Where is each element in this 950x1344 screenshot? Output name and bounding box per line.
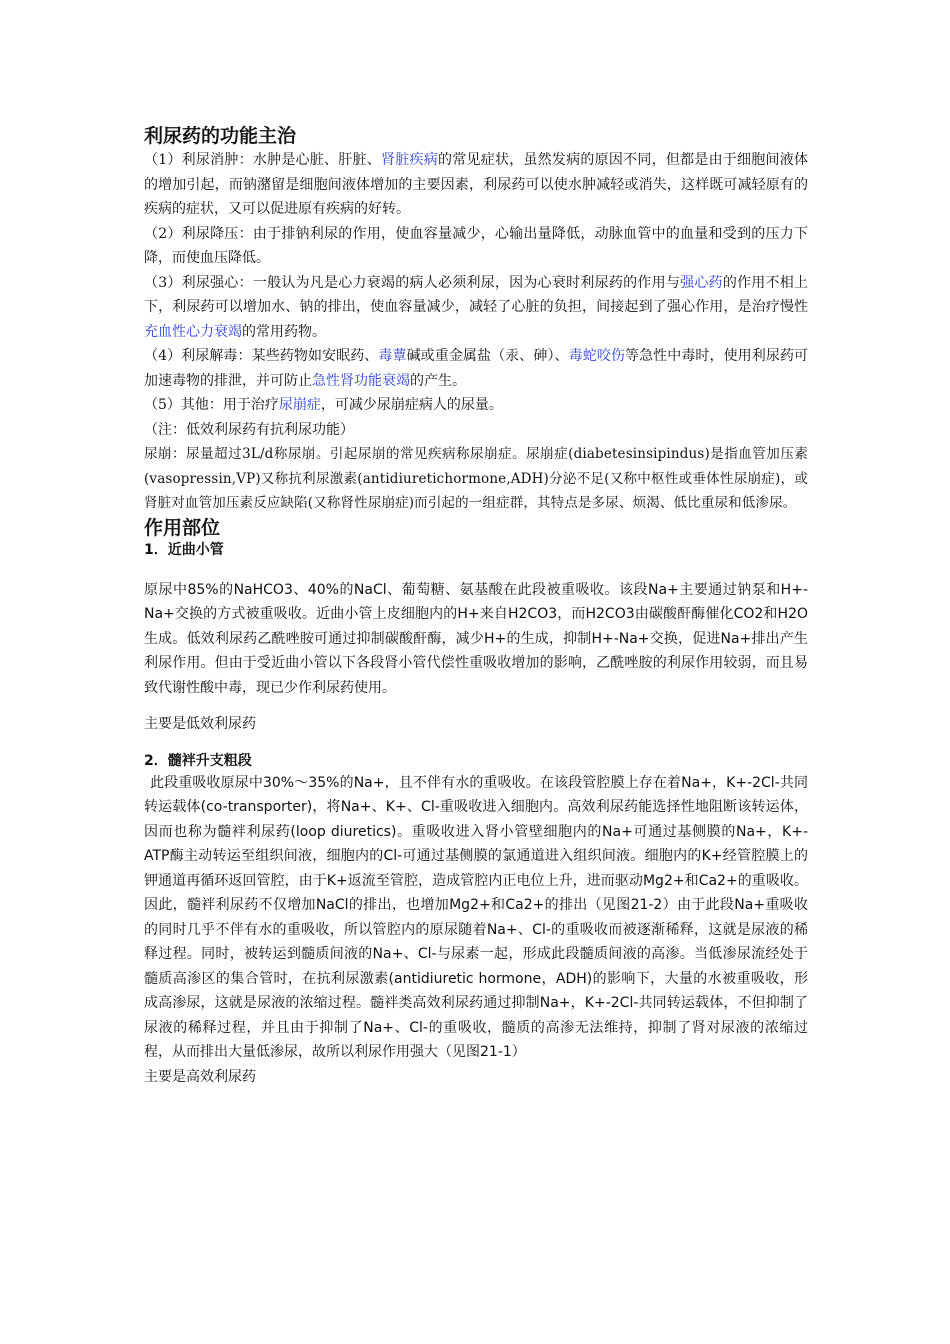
subsection-title-proximal: 1．近曲小管: [144, 541, 224, 558]
link-heart-failure[interactable]: 充血性心力衰竭: [144, 323, 242, 340]
link-muscarine[interactable]: 毒蕈: [378, 348, 407, 364]
paragraph-diuresis-cardiac: （3）利尿强心：一般认为凡是心力衰竭的病人必须利尿，因为心衰时利尿药的作用与强心药的作用不相上下，利尿药可以增加水、钠的排出，使血容量减少，减轻了心脏的负担，间接起到了强心作用，是治疗慢性充血性心力衰竭的常用药物。: [144, 274, 809, 340]
document-page: [144, 0, 808, 1089]
section-title-site: 作用部位: [144, 516, 221, 539]
subsection-title-loop: 2．髓袢升支粗段: [144, 752, 252, 769]
link-renal-failure[interactable]: 急性肾功能衰竭: [312, 372, 410, 389]
paragraph-proximal: 原尿中85%的NaHCO3、40%的NaCl、葡萄糖、氨基酸在此段被重吸收。该段Na+主要通过钠泵和H+-Na+交换的方式被重吸收。近曲小管上皮细胞内的H+来自H2CO3，而H2CO3由碳酸酐酶催化CO2和H2O生成。低效利尿药乙酰唑胺可通过抑制碳酸酐酶，减少H+的生成，抑制H+-Na+交换，促进Na+排出产生利尿作用。但由于受近曲小管以下各段肾小管代偿性重吸收增加的影响，乙酰唑胺的利尿作用较弱，而且易致代谢性酸中毒，现已少作利尿药使用。: [144, 581, 808, 696]
summary-high-efficacy: 主要是高效利尿药: [144, 1068, 256, 1085]
paragraph-note: （注：低效利尿药有抗利尿功能）: [144, 421, 354, 438]
paragraph-diuresis-edema: （1）利尿消肿：水肿是心脏、肝脏、肾脏疾病的常见症状，虽然发病的原因不同，但都是由于细胞间液体的增加引起，而钠潴留是细胞间液体增加的主要因素，利尿药可以使水肿减轻或消失，这样既可减轻原有的疾病的症状，又可以促进原有疾病的好转。: [144, 152, 809, 217]
paragraph-other: （5）其他：用于治疗尿崩症，可减少尿崩症病人的尿量。: [144, 397, 503, 413]
link-cardiotonic[interactable]: 强心药: [680, 274, 723, 291]
summary-low-efficacy: 主要是低效利尿药: [144, 716, 256, 732]
paragraph-diuresis-detox: （4）利尿解毒：某些药物如安眠药、毒蕈碱或重金属盐（汞、砷）、毒蛇咬伤等急性中毒时，使用利尿药可加速毒物的排泄，并可防止急性肾功能衰竭的产生。: [144, 348, 809, 389]
link-diabetes-insipidus[interactable]: 尿崩症: [278, 397, 321, 413]
paragraph-loop: 此段重吸收原尿中30%～35%的Na+，且不伴有水的重吸收。在该段管腔膜上存在着Na+，K+-2Cl-共同转运载体(co-transporter)，将Na+、K+、Cl-重吸收进入细胞内。高效利尿药能选择性地阻断该转运体，因而也称为髓袢利尿药(loop diuretics)。重吸收进入肾小管壁细胞内的Na+可通过基侧膜的Na+，K+-ATP酶主动转运至组织间液，细胞内的Cl-可通过基侧膜的氯通道进入组织间液。细胞内的K+经管腔膜上的钾通道再循环返回管腔，由于K+返流至管腔，造成管腔内正电位上升，进而驱动Mg2+和Ca2+的重吸收。因此，髓袢利尿药不仅增加NaCl的排出，也增加Mg2+和Ca2+的排出（见图21-2）由于此段Na+重吸收的同时几乎不伴有水的重吸收，所以管腔内的原尿随着Na+、Cl-的重吸收而被逐渐稀释，这就是尿液的稀释过程。同时，被转运到髓质间液的Na+、Cl-与尿素一起，形成此段髓质间液的高渗。当低渗尿流经处于髓质高渗区的集合管时，在抗利尿激素(antidiuretic hormone，ADH)的影响下，大量的水被重吸收，形成高渗尿，这就是尿液的浓缩过程。髓袢类高效利尿药通过抑制Na+，K+-2Cl-共同转运载体，不但抑制了尿液的稀释过程，并且由于抑制了Na+、Cl-的重吸收，髓质的高渗无法维持，抑制了肾对尿液的浓缩过程，从而排出大量低渗尿，故所以利尿作用强大（见图21-1）: [144, 774, 808, 1060]
paragraph-diuresis-pressure: （2）利尿降压：由于排钠利尿的作用，使血容量减少，心输出量降低，动脉血管中的血量和受到的压力下降，而使血压降低。: [144, 225, 808, 266]
section-title-function: 利尿药的功能主治: [144, 125, 297, 147]
paragraph-diabetes-insipidus: 尿崩：尿量超过3L/d称尿崩。引起尿崩的常见疾病称尿崩症。尿崩症(diabetesinsipindus)是指血管加压素(vasopressin,VP)又称抗利尿激素(antidiuretichormone,ADH)分泌不足(又称中枢性或垂体性尿崩症)，或肾脏对血管加压素反应缺陷(又称肾性尿崩症)而引起的一组症群，其特点是多尿、烦渴、低比重尿和低渗尿。: [144, 446, 808, 511]
link-kidney-disease[interactable]: 肾脏疾病: [381, 152, 438, 168]
link-snake-bite[interactable]: 毒蛇咬伤: [568, 348, 625, 364]
